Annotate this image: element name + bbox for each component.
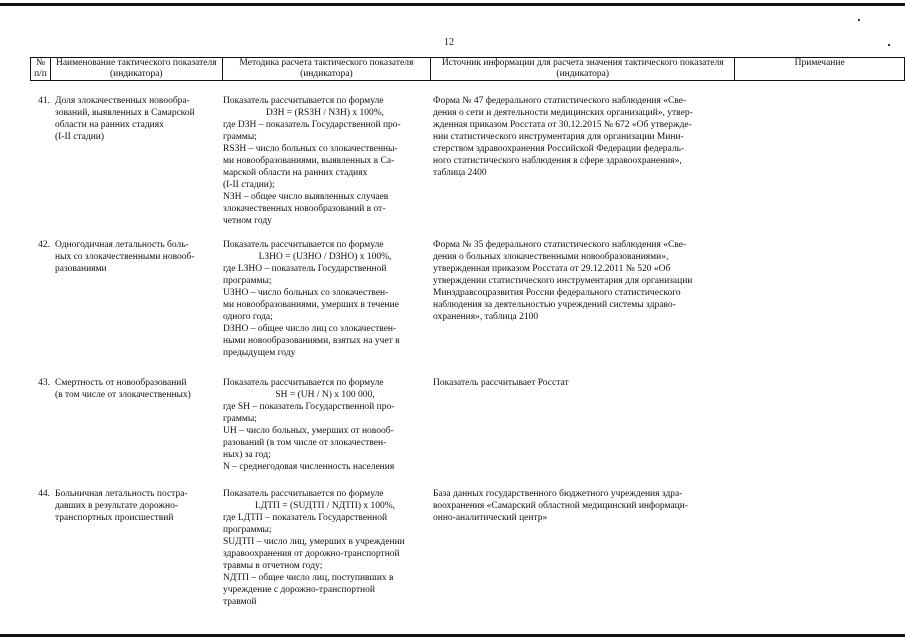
header-source: Источник информации для расчета значения тактического показателя (индикатора) xyxy=(431,58,735,81)
information-source: Форма № 47 федерального статистического наблюдения «Све- дения о сети и деятельности медицинских организаций», утвер- жденная приказом Росстата от 30.12.2015 № 672 «Об утвержде- нии статистического инструментария для организации Мини- стерством здравоохранения Российской Федерации федераль- ного статистического наблюдения в сфере здравоохранения», таблица 2400 xyxy=(433,96,693,178)
calculation-method: Показатель рассчитывается по формуле SН = (UН / N) x 100 000, где SН – показатель Государственной про- граммы; UН – число больных, умерших от новооб- разований (в том числе от злокачествен- ных) за год; N – среднегодовая численность населения xyxy=(223,377,427,473)
indicator-name: Больничная летальность постра- давших в результате дорожно- транспортных происшествий xyxy=(55,489,188,523)
indicator-name: Одногодичная летальность боль- ных со злокачественными новооб- разованиями xyxy=(55,240,195,274)
header-num: № п/п xyxy=(31,58,51,81)
scan-speck xyxy=(888,44,890,46)
calculation-method: Показатель рассчитывается по формуле DЗН = (RSЗН / NЗН) x 100%, где DЗН – показатель Государственной про- граммы; RSЗН – число больных со злокачественны- ми новообразованиями, выявленных в Са- марской области на ранних стадиях (I-II стадии); NЗН – общее число выявленных случаев злокачественных новообразований в от- четном году xyxy=(223,95,427,227)
page-number: 12 xyxy=(444,37,454,48)
formula: LЗНО = (UЗНО / DЗНО) x 100%, xyxy=(258,252,392,262)
row-number: 44. xyxy=(38,489,50,499)
row-number: 41. xyxy=(38,96,50,106)
header-note: Примечание xyxy=(735,58,905,81)
indicator-name: Смертность от новообразований (в том числе от злокачественных) xyxy=(55,378,191,400)
header-name: Наименование тактического показателя (индикатора) xyxy=(50,58,222,81)
formula: DЗН = (RSЗН / NЗН) x 100%, xyxy=(265,108,385,118)
information-source: База данных государственного бюджетного учреждения здра- воохранения «Самарский областной медицинский информаци- онно-аналитический центр» xyxy=(433,489,688,523)
indicator-name: Доля злокачественных новообра- зований, выявленных в Самарской области на ранних стадиях (I-II стадии) xyxy=(55,96,195,142)
bottom-rule xyxy=(0,634,905,637)
header-method: Методика расчета тактического показателя (индикатора) xyxy=(222,58,431,81)
row-number: 43. xyxy=(38,378,50,388)
information-source: Форма № 35 федерального статистического наблюдения «Све- дения о больных злокачественными новообразованиями», утвержденная приказом Росстата от 29.12.2011 № 520 «Об утверждении статистического инструментария для организации Минздравсоцразвития России федерального статистического наблюдения за деятельностью учреждений системы здраво- охранения», таблица 2100 xyxy=(433,240,693,322)
calculation-method: Показатель рассчитывается по формуле LДТП = (SUДТП / NДТП) x 100%, где LДТП – показатель Государственной программы; SUДТП – число лиц, умерших в учреждении здравоохранения от дорожно-транспортной травмы в отчетном году; NДТП – общее число лиц, поступивших в учреждение с дорожно-транспортной травмой xyxy=(223,488,427,608)
row-number: 42. xyxy=(38,240,50,250)
formula: SН = (UН / N) x 100 000, xyxy=(275,390,375,400)
top-rule xyxy=(0,3,905,6)
calculation-method: Показатель рассчитывается по формуле LЗНО = (UЗНО / DЗНО) x 100%, где LЗНО – показатель Государственной программы; UЗНО – число больных со злокачествен- ми новообразованиями, умерших в течение одного года; DЗНО – общее число лиц со злокачествен- ными новообразованиями, взятых на учет в предыдущем году xyxy=(223,239,427,359)
table-header xyxy=(30,57,905,81)
information-source: Показатель рассчитывает Росстат xyxy=(433,378,569,388)
formula: LДТП = (SUДТП / NДТП) x 100%, xyxy=(254,501,396,511)
scan-speck xyxy=(858,19,860,21)
